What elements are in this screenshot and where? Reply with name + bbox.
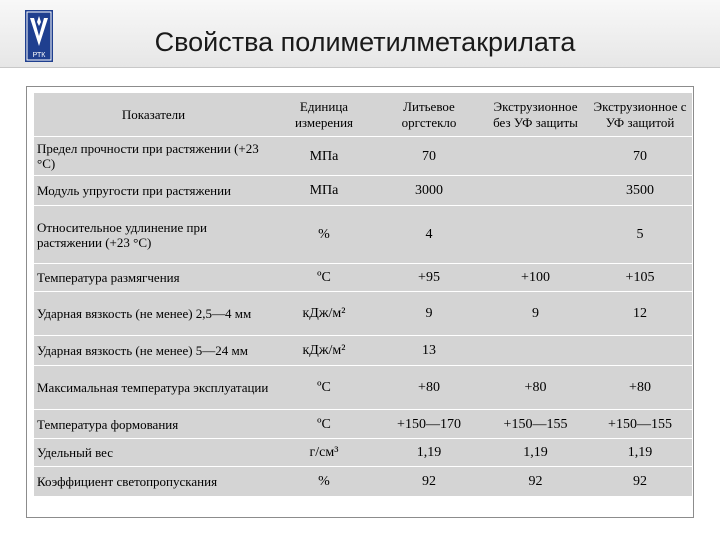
cell-cast: 3000 — [375, 176, 483, 206]
cell-cast: +95 — [375, 264, 483, 292]
cell-unit: ºС — [273, 264, 375, 292]
cell-ext-no-uv — [483, 206, 588, 264]
cell-property: Ударная вязкость (не менее) 2,5—4 мм — [34, 292, 273, 336]
header-cell-unit: Единица измерения — [273, 93, 375, 137]
cell-ext-no-uv: 1,19 — [483, 439, 588, 467]
cell-ext-uv: 1,19 — [588, 439, 692, 467]
cell-cast: 13 — [375, 336, 483, 366]
table-row — [34, 410, 692, 439]
cell-ext-no-uv: +150—155 — [483, 410, 588, 439]
cell-ext-uv: 3500 — [588, 176, 692, 206]
header-cell-ext-uv: Экструзионное с УФ защитой — [588, 93, 692, 137]
cell-property: Относительное удлинение при растяжении (+23 °С) — [34, 206, 273, 264]
properties-table — [34, 92, 692, 496]
cell-ext-no-uv — [483, 336, 588, 366]
cell-ext-uv: 92 — [588, 467, 692, 496]
table-row — [34, 264, 692, 292]
cell-unit: кДж/м² — [273, 336, 375, 366]
cell-property: Удельный вес — [34, 439, 273, 467]
table-row — [34, 336, 692, 366]
cell-property: Температура формования — [34, 410, 273, 439]
cell-unit: МПа — [273, 176, 375, 206]
cell-unit: ºС — [273, 366, 375, 410]
page-title: Свойства полиметилметакрилата — [154, 27, 576, 57]
cell-unit: ºС — [273, 410, 375, 439]
table-row — [34, 206, 692, 264]
cell-property: Модуль упругости при растяжении — [34, 176, 273, 206]
cell-ext-no-uv — [483, 137, 588, 176]
table-row — [34, 366, 692, 410]
table-frame-bottom — [26, 517, 694, 518]
cell-cast: 1,19 — [375, 439, 483, 467]
cell-cast: 9 — [375, 292, 483, 336]
cell-cast: 70 — [375, 137, 483, 176]
header-cell-cast: Литьевое оргстекло — [375, 93, 483, 137]
cell-unit: кДж/м² — [273, 292, 375, 336]
cell-cast: +150—170 — [375, 410, 483, 439]
cell-ext-no-uv: 92 — [483, 467, 588, 496]
cell-ext-no-uv: +100 — [483, 264, 588, 292]
cell-property: Предел прочности при растяжении (+23 °С) — [34, 137, 273, 176]
cell-property: Ударная вязкость (не менее) 5—24 мм — [34, 336, 273, 366]
header-divider — [0, 67, 720, 68]
table-row — [34, 292, 692, 336]
table-header-row — [34, 93, 692, 137]
table-row — [34, 439, 692, 467]
cell-ext-uv: +105 — [588, 264, 692, 292]
cell-cast: 92 — [375, 467, 483, 496]
cell-ext-no-uv — [483, 176, 588, 206]
cell-ext-no-uv: +80 — [483, 366, 588, 410]
cell-ext-uv: 12 — [588, 292, 692, 336]
cell-ext-uv: +150—155 — [588, 410, 692, 439]
cell-unit: МПа — [273, 137, 375, 176]
cell-property: Максимальная температура эксплуатации — [34, 366, 273, 410]
cell-ext-uv: 5 — [588, 206, 692, 264]
table-row — [34, 137, 692, 176]
table-row — [34, 176, 692, 206]
cell-unit: г/см³ — [273, 439, 375, 467]
cell-ext-no-uv: 9 — [483, 292, 588, 336]
cell-cast: 4 — [375, 206, 483, 264]
header-cell-ext-no-uv: Экструзионное без УФ защиты — [483, 93, 588, 137]
cell-cast: +80 — [375, 366, 483, 410]
cell-ext-uv — [588, 336, 692, 366]
cell-ext-uv: +80 — [588, 366, 692, 410]
cell-property: Коэффициент светопропускания — [34, 467, 273, 496]
cell-property: Температура размягчения — [34, 264, 273, 292]
cell-ext-uv: 70 — [588, 137, 692, 176]
cell-unit: % — [273, 206, 375, 264]
table-row — [34, 467, 692, 496]
logo-label: РТК — [32, 52, 46, 59]
header-cell-property: Показатели — [34, 93, 273, 137]
cell-unit: % — [273, 467, 375, 496]
